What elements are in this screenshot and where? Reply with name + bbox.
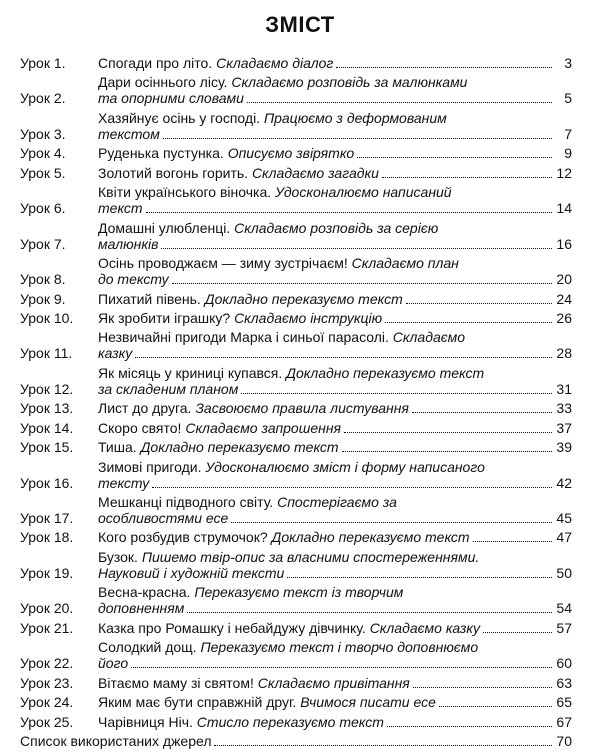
dot-leader bbox=[473, 541, 552, 542]
lesson-number: Урок 9. bbox=[20, 290, 66, 307]
entry-title bbox=[98, 494, 397, 510]
dot-leader bbox=[406, 303, 552, 304]
entry-title bbox=[98, 655, 128, 671]
toc-entry bbox=[20, 165, 572, 181]
lesson-topic: Квіти українського віночка. bbox=[98, 184, 276, 201]
entry-title bbox=[98, 365, 484, 381]
toc-entry bbox=[20, 714, 572, 730]
page-number: 47 bbox=[556, 529, 572, 546]
dot-leader bbox=[412, 412, 552, 413]
dot-leader bbox=[342, 451, 552, 452]
lesson-number: Урок 17. bbox=[20, 510, 74, 526]
entry-title bbox=[98, 291, 403, 307]
dot-leader bbox=[247, 102, 552, 103]
lesson-topic: Спогади про літо. bbox=[98, 55, 217, 71]
toc-entry bbox=[20, 329, 572, 361]
page-number: 45 bbox=[556, 510, 572, 526]
lesson-task: Складаємо розповідь за малюнками bbox=[231, 74, 468, 91]
entry-title bbox=[98, 459, 485, 475]
lesson-task: Складаємо привітання bbox=[257, 674, 410, 691]
entry-title bbox=[98, 381, 238, 397]
lesson-task: Засвоюємо правила листування bbox=[195, 400, 409, 417]
page-number: 28 bbox=[556, 345, 572, 362]
toc-entry bbox=[20, 675, 572, 691]
lesson-topic: Домашні улюбленці. bbox=[98, 219, 235, 236]
toc-entry bbox=[20, 620, 572, 636]
dot-leader bbox=[172, 283, 552, 284]
lesson-task: Складаємо bbox=[392, 329, 466, 346]
toc-entry bbox=[20, 549, 572, 581]
toc-entry bbox=[20, 291, 572, 307]
entry-title bbox=[98, 200, 143, 216]
lesson-topic: Зимові пригоди. bbox=[98, 458, 206, 475]
lesson-task: Докладно переказуємо текст bbox=[204, 290, 403, 307]
lesson-number: Урок 25. bbox=[20, 713, 74, 730]
entry-title bbox=[98, 475, 149, 491]
lesson-task: Складаємо діалог bbox=[216, 55, 334, 71]
page-number: 54 bbox=[556, 600, 572, 617]
page-title: ЗМІСТ bbox=[265, 12, 335, 37]
entry-title bbox=[98, 90, 244, 106]
lesson-task: Переказуємо текст із творчим bbox=[194, 584, 404, 601]
lesson-number: Урок 4. bbox=[20, 145, 66, 162]
lesson-task: за складеним планом bbox=[98, 380, 239, 397]
lesson-task: Описуємо звірятко bbox=[227, 145, 355, 162]
lesson-topic: Пихатий півень. bbox=[98, 290, 205, 307]
toc-entry bbox=[20, 145, 572, 161]
toc-entry bbox=[20, 184, 572, 216]
lesson-topic: Осінь проводжаєм — зиму зустрічаєм! bbox=[98, 255, 352, 272]
lesson-task: Докладно переказуємо текст bbox=[286, 364, 485, 381]
page-number: 26 bbox=[556, 309, 572, 326]
lesson-topic: Незвичайні пригоди Марка і синьої парасолі. bbox=[98, 329, 393, 346]
page-number: 67 bbox=[556, 713, 572, 730]
page-number: 42 bbox=[556, 474, 572, 491]
entry-title bbox=[98, 271, 169, 287]
lesson-task: казку bbox=[98, 345, 133, 362]
lesson-number: Урок 16. bbox=[20, 474, 74, 491]
toc-entry bbox=[20, 74, 572, 106]
lesson-task: Стисло переказуємо текст bbox=[196, 713, 384, 730]
page-number: 31 bbox=[556, 380, 572, 397]
lesson-topic: Весна-красна. bbox=[98, 584, 195, 601]
lesson-task: Складаємо інструкцію bbox=[234, 309, 383, 326]
page-number: 60 bbox=[556, 655, 572, 672]
table-of-contents bbox=[20, 55, 572, 752]
lesson-task: Переказуємо текст і творчо доповнюємо bbox=[200, 639, 479, 656]
lesson-number: Урок 1. bbox=[20, 55, 66, 71]
page-number: 70 bbox=[556, 732, 572, 749]
entry-title bbox=[98, 600, 184, 616]
entry-title bbox=[98, 620, 480, 636]
dot-leader bbox=[146, 212, 552, 213]
dot-leader bbox=[336, 67, 552, 68]
page-number: 37 bbox=[556, 419, 572, 436]
entry-title bbox=[98, 439, 339, 455]
page-number: 5 bbox=[564, 90, 572, 107]
page-number: 9 bbox=[564, 145, 572, 162]
lesson-task: тексту bbox=[98, 474, 150, 491]
entry-title bbox=[98, 420, 341, 436]
page-number: 63 bbox=[556, 674, 572, 691]
lesson-topic: Дари осіннього лісу. bbox=[98, 74, 232, 91]
entry-title bbox=[98, 694, 436, 710]
lesson-number: Урок 20. bbox=[20, 600, 74, 617]
lesson-topic: Бузок. bbox=[98, 548, 142, 565]
lesson-task: Складаємо казку bbox=[369, 619, 481, 636]
lesson-task: та опорними словами bbox=[98, 90, 244, 107]
lesson-number: Урок 6. bbox=[20, 200, 66, 217]
lesson-topic: Хазяйнує осінь у господі. bbox=[98, 109, 264, 126]
toc-entry bbox=[20, 584, 572, 616]
lesson-task: його bbox=[98, 655, 129, 672]
toc-entry bbox=[20, 255, 572, 287]
entry-title bbox=[98, 584, 403, 600]
dot-leader bbox=[161, 248, 552, 249]
lesson-number: Урок 14. bbox=[20, 419, 74, 436]
lesson-task: Складаємо план bbox=[351, 255, 459, 272]
toc-entry bbox=[20, 220, 572, 252]
toc-entry bbox=[20, 694, 572, 710]
lesson-number: Урок 19. bbox=[20, 564, 74, 581]
page-number: 50 bbox=[556, 564, 572, 581]
page-number: 57 bbox=[556, 619, 572, 636]
lesson-task: текст bbox=[98, 200, 143, 217]
lesson-task: Складаємо загадки bbox=[251, 164, 379, 181]
dot-leader bbox=[187, 612, 552, 613]
entry-title bbox=[98, 126, 160, 142]
lesson-topic: Як місяць у криниці купався. bbox=[98, 364, 287, 381]
page-number: 39 bbox=[556, 439, 572, 456]
page-number: 12 bbox=[556, 164, 572, 181]
page-number: 16 bbox=[556, 235, 572, 252]
lesson-task: Науковий і художній тексти bbox=[98, 564, 285, 581]
lesson-topic: Казка про Ромашку і небайдужу дівчинку. bbox=[98, 619, 370, 636]
entry-title bbox=[98, 639, 478, 655]
dot-leader bbox=[131, 667, 552, 668]
entry-title bbox=[98, 714, 384, 730]
entry-title bbox=[98, 400, 409, 416]
lesson-task: текстом bbox=[98, 125, 160, 142]
page-number: 14 bbox=[556, 200, 572, 217]
toc-entry bbox=[20, 55, 572, 71]
dot-leader bbox=[382, 177, 552, 178]
toc-entry bbox=[20, 529, 572, 545]
toc-entry bbox=[20, 420, 572, 436]
dot-leader bbox=[163, 138, 552, 139]
lesson-number: Урок 5. bbox=[20, 164, 66, 181]
lesson-task: малюнків bbox=[98, 235, 159, 252]
lesson-number: Урок 23. bbox=[20, 674, 74, 691]
dot-leader bbox=[483, 632, 552, 633]
entry-title bbox=[98, 510, 228, 526]
dot-leader bbox=[439, 706, 552, 707]
lesson-number: Урок 8. bbox=[20, 271, 66, 288]
dot-leader bbox=[357, 157, 552, 158]
lesson-topic: Лист до друга. bbox=[98, 400, 196, 417]
lesson-topic: Руденька пустунка. bbox=[98, 145, 228, 162]
lesson-number: Урок 10. bbox=[20, 309, 74, 326]
lesson-task: особливостями есе bbox=[98, 510, 229, 526]
page-number: 24 bbox=[556, 290, 572, 307]
lesson-number: Урок 22. bbox=[20, 655, 74, 672]
lesson-number: Урок 21. bbox=[20, 619, 74, 636]
toc-entry-sources bbox=[20, 733, 572, 749]
lesson-task: Спостерігаємо за bbox=[277, 494, 397, 510]
lesson-number: Урок 7. bbox=[20, 235, 66, 252]
lesson-number: Урок 12. bbox=[20, 380, 74, 397]
toc-entry bbox=[20, 400, 572, 416]
page-number: 65 bbox=[556, 694, 572, 711]
entry-title bbox=[98, 529, 470, 545]
lesson-task: Складаємо розповідь за серією bbox=[234, 219, 439, 236]
page-number: 20 bbox=[556, 271, 572, 288]
lesson-topic: Кого розбудив струмочок? bbox=[98, 529, 272, 546]
dot-leader bbox=[231, 522, 552, 523]
dot-leader bbox=[241, 393, 552, 394]
lesson-number: Урок 15. bbox=[20, 439, 74, 456]
toc-entry bbox=[20, 365, 572, 397]
lesson-topic: Тиша. bbox=[98, 439, 141, 456]
sources-label: Список використаних джерел bbox=[20, 732, 212, 749]
lesson-number: Урок 3. bbox=[20, 125, 66, 142]
entry-title bbox=[98, 110, 447, 126]
lesson-number: Урок 2. bbox=[20, 90, 66, 107]
entry-title bbox=[98, 236, 158, 252]
lesson-topic: Скоро свято! bbox=[98, 419, 186, 436]
lesson-task: до тексту bbox=[98, 271, 169, 288]
entry-title bbox=[98, 675, 410, 691]
dot-leader bbox=[214, 745, 552, 746]
lesson-task: Удосконалюємо зміст і форму написаного bbox=[205, 458, 485, 475]
lesson-number: Урок 24. bbox=[20, 694, 74, 711]
lesson-number: Урок 13. bbox=[20, 400, 74, 417]
page-number: 7 bbox=[564, 125, 572, 142]
entry-title bbox=[98, 55, 333, 71]
page-number: 33 bbox=[556, 400, 572, 417]
dot-leader bbox=[135, 357, 552, 358]
entry-title bbox=[98, 184, 452, 200]
toc-entry bbox=[20, 439, 572, 455]
lesson-task: Докладно переказуємо текст bbox=[271, 529, 470, 546]
entry-title bbox=[98, 329, 465, 345]
dot-leader bbox=[287, 577, 552, 578]
lesson-task: Пишемо твір-опис за власними спостереженнями. bbox=[141, 548, 480, 565]
lesson-topic: Мешканці підводного світу. bbox=[98, 494, 278, 510]
toc-entry bbox=[20, 459, 572, 491]
entry-title bbox=[98, 74, 467, 90]
lesson-task: Докладно переказуємо текст bbox=[140, 439, 339, 456]
entry-title bbox=[98, 255, 459, 271]
lesson-topic: Чарівниця Ніч. bbox=[98, 713, 197, 730]
entry-title bbox=[98, 549, 479, 565]
lesson-number: Урок 18. bbox=[20, 529, 74, 546]
entry-title bbox=[98, 145, 354, 161]
toc-entry bbox=[20, 639, 572, 671]
lesson-topic: Як зробити іграшку? bbox=[98, 309, 235, 326]
page-number: 3 bbox=[564, 55, 572, 71]
dot-leader bbox=[385, 322, 552, 323]
lesson-topic: Яким має бути справжній друг. bbox=[98, 694, 301, 711]
toc-entry bbox=[20, 310, 572, 326]
toc-entry bbox=[20, 110, 572, 142]
entry-title bbox=[98, 165, 379, 181]
lesson-topic: Золотий вогонь горить. bbox=[98, 164, 252, 181]
dot-leader bbox=[387, 726, 552, 727]
dot-leader bbox=[152, 487, 552, 488]
lesson-topic: Вітаємо маму зі святом! bbox=[98, 674, 258, 691]
entry-title bbox=[98, 310, 382, 326]
dot-leader bbox=[344, 432, 552, 433]
lesson-task: Працюємо з деформованим bbox=[263, 109, 447, 126]
dot-leader bbox=[413, 687, 552, 688]
entry-title bbox=[98, 345, 132, 361]
lesson-task: Вчимося писати есе bbox=[300, 694, 436, 711]
toc-entry bbox=[20, 494, 572, 526]
entry-title bbox=[98, 565, 284, 581]
lesson-number: Урок 11. bbox=[20, 345, 73, 362]
lesson-task: доповненням bbox=[98, 600, 185, 617]
lesson-task: Удосконалюємо написаний bbox=[275, 184, 452, 201]
lesson-topic: Солодкий дощ. bbox=[98, 639, 201, 656]
entry-title bbox=[98, 220, 438, 236]
lesson-task: Складаємо запрошення bbox=[185, 419, 342, 436]
